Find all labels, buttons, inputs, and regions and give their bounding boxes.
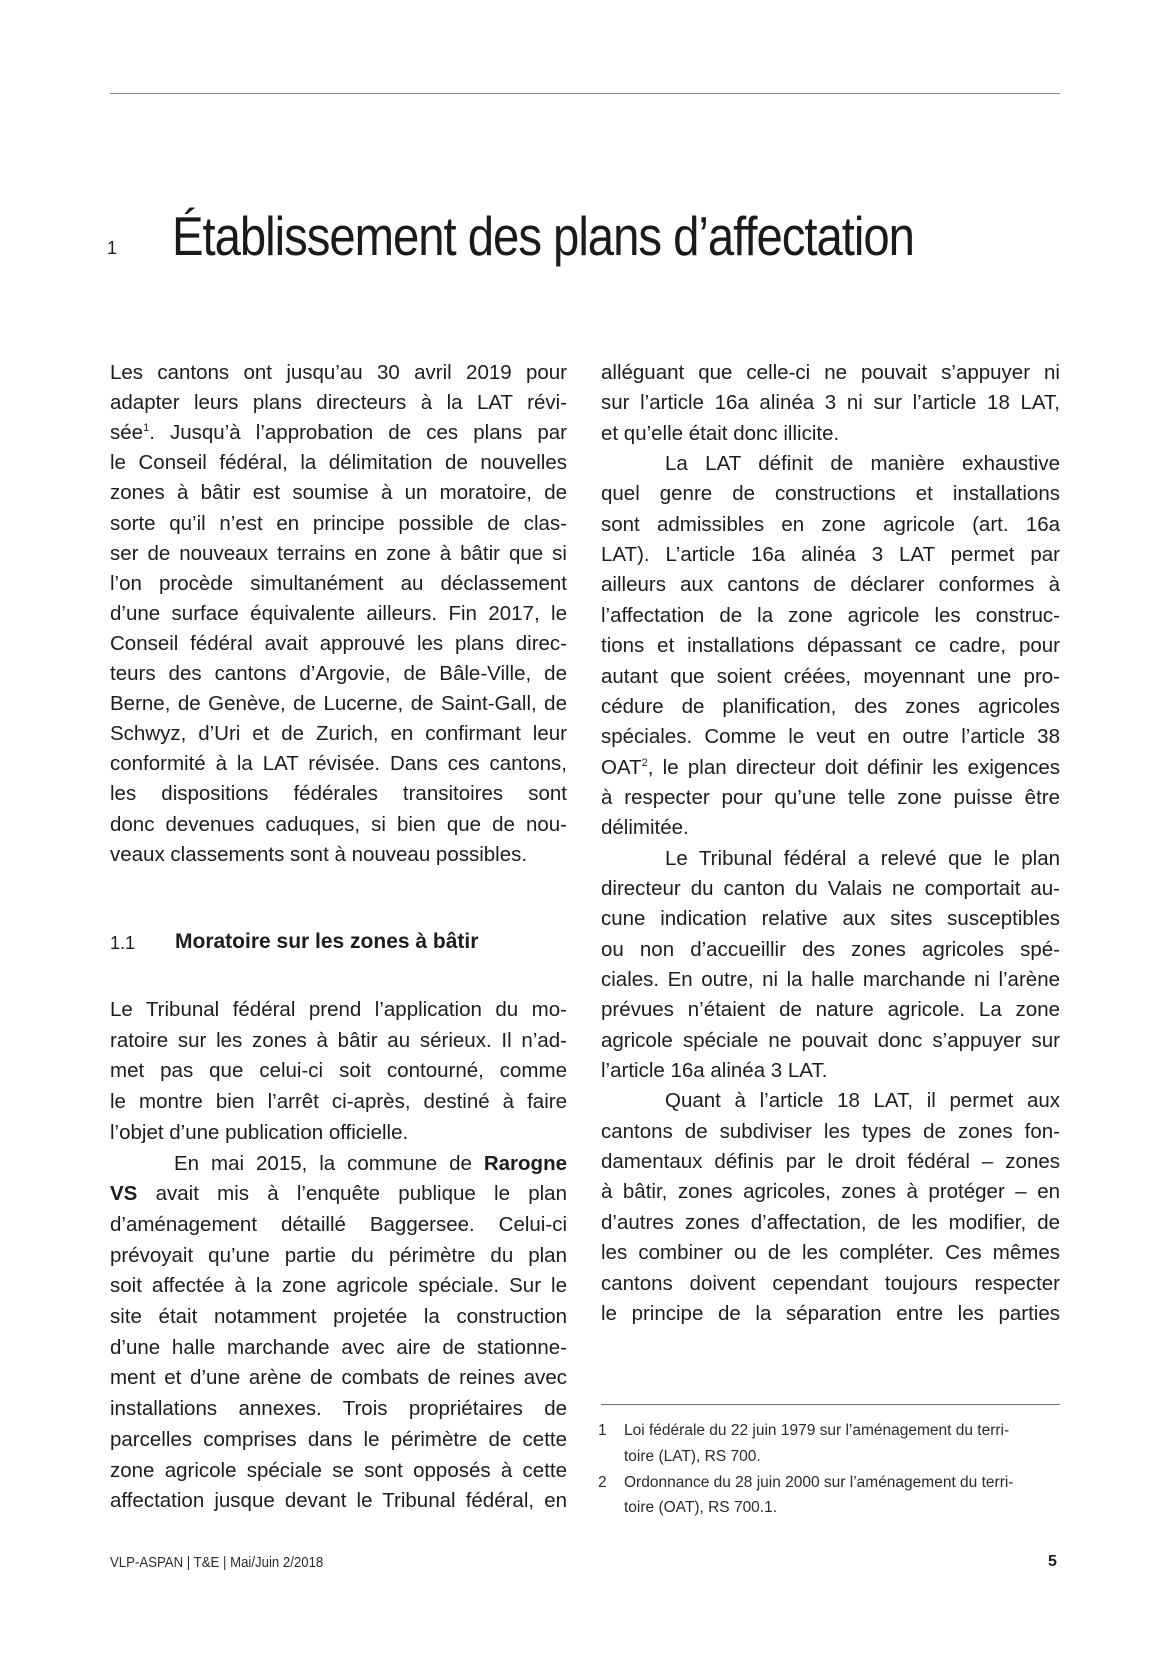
text-line: le principe de la séparation entre les parties <box>601 1301 1060 1325</box>
text-line: le montre bien l’arrêt ci-après, destiné à faire <box>110 1090 567 1114</box>
text-line: sorte qu’il n’est en principe possible de clas- <box>110 511 567 535</box>
text-line: veaux classements sont à nouveau possibles. <box>110 842 528 866</box>
text-line: les combiner ou de les compléter. Ces mêmes <box>601 1241 1060 1265</box>
text-line: directeur du canton du Valais ne comportait au- <box>601 876 1060 900</box>
footnote-text: toire (LAT), RS 700. <box>624 1447 761 1465</box>
text-line: zone agricole spéciale se sont opposés à cette <box>110 1458 567 1482</box>
text-line: d’autres zones d’affectation, de les modifier, de <box>601 1210 1060 1234</box>
text-line: l’affectation de la zone agricole les construc- <box>601 603 1060 627</box>
text-line: d’aménagement détaillé Baggersee. Celui-ci <box>110 1212 567 1236</box>
text-line: cantons de subdiviser les types de zones fon- <box>601 1119 1060 1143</box>
text-line: cantons doivent cependant toujours respecter <box>601 1271 1060 1295</box>
text-line: les dispositions fédérales transitoires sont <box>110 782 567 806</box>
footnote-continuation <box>598 1495 1038 1521</box>
text-line: ciales. En outre, ni la halle marchande ni l’arène <box>601 968 1060 991</box>
text-line: damentaux définis par le droit fédéral – zones <box>601 1150 1060 1174</box>
text-line: d’une halle marchande avec aire de stationne- <box>110 1335 567 1359</box>
text-line: le Conseil fédéral, la délimitation de nouvelles <box>110 451 567 475</box>
text-line: autant que soient créées, moyennant une pro- <box>601 664 1060 688</box>
text-line: ailleurs aux cantons de déclarer conformes à <box>601 573 1060 597</box>
text-line: prévues n’étaient de nature agricole. La zone <box>601 998 1060 1022</box>
footnote-ref-1: 1 <box>143 422 150 435</box>
chapter-title: Établissement des plans d’affectation <box>172 205 914 267</box>
text-line: et qu’elle était donc illicite. <box>601 421 840 445</box>
footnote-text: Loi fédérale du 22 juin 1979 sur l’aménagement du terri- <box>624 1422 1010 1439</box>
canton-abbrev-bold: VS <box>110 1182 138 1206</box>
footnote-text: Ordonnance du 28 juin 2000 sur l’aménagement du terri- <box>624 1473 1014 1491</box>
chapter-number: 1 <box>107 238 118 258</box>
footnote-rule <box>601 1404 1060 1405</box>
text-line: conformité à la LAT révisée. Dans ces cantons, <box>110 752 567 776</box>
footnote-2 <box>598 1470 1038 1496</box>
text-line: Conseil fédéral avait approuvé les plans direc- <box>110 631 567 655</box>
top-rule <box>110 93 1060 94</box>
text-line <box>601 753 1060 783</box>
text-line: à respecter pour qu’une telle zone puisse être <box>601 785 1060 809</box>
text-line <box>110 418 567 448</box>
place-name-bold: Rarogne <box>483 1151 567 1175</box>
footnote-number: 2 <box>598 1473 607 1491</box>
text-run: En mai 2015, la commune de <box>174 1151 484 1175</box>
text-line: site était notamment projetée la construction <box>110 1305 567 1328</box>
text-run: OAT <box>601 755 642 779</box>
footer-publication: VLP-ASPAN | T&E | Mai/Juin 2/2018 <box>110 1554 324 1571</box>
footnote-text: toire (OAT), RS 700.1. <box>624 1499 778 1517</box>
text-line: à bâtir, zones agricoles, zones à protéger – en <box>601 1180 1060 1204</box>
text-line: installations annexes. Trois propriétaires de <box>110 1397 567 1421</box>
text-line: agricole spéciale ne pouvait donc s’appuyer sur <box>601 1028 1060 1052</box>
text-line: met pas que celui-ci soit contourné, comme <box>110 1059 567 1083</box>
text-line: d’une surface équivalente ailleurs. Fin 2017, le <box>110 601 567 625</box>
text-line: donc devenues caduques, si bien que de nou- <box>110 812 567 836</box>
text-line: LAT). L’article 16a alinéa 3 LAT permet par <box>601 543 1060 567</box>
section-number: 1.1 <box>110 933 136 953</box>
text-line: Le Tribunal fédéral prend l’application du mo- <box>110 998 567 1021</box>
footnote-1 <box>598 1418 1038 1444</box>
text-run: . Jusqu’à l’approbation de ces plans par <box>149 421 567 445</box>
text-line <box>110 1149 567 1179</box>
section-title: Moratoire sur les zones à bâtir <box>175 930 479 953</box>
text-line: cune indication relative aux sites susceptibles <box>601 907 1060 931</box>
text-line: ou non d’accueillir des zones agricoles spé- <box>601 937 1060 961</box>
text-line: adapter leurs plans directeurs à la LAT révi- <box>110 391 567 415</box>
text-line: teurs des cantons d’Argovie, de Bâle-Ville, de <box>110 662 567 685</box>
text-run: avait mis à l’enquête publique le plan <box>137 1182 567 1206</box>
text-line: soit affectée à la zone agricole spéciale. Sur le <box>110 1274 567 1298</box>
text-line <box>110 1179 567 1209</box>
text-line: sur l’article 16a alinéa 3 ni sur l’article 18 LAT, <box>601 391 1060 415</box>
text-line: Les cantons ont jusqu’au 30 avril 2019 pour <box>110 361 567 384</box>
text-line: alléguant que celle-ci ne pouvait s’appuyer ni <box>601 361 1060 384</box>
text-line: ser de nouveaux terrains en zone à bâtir que si <box>110 541 567 565</box>
text-line: prévoyait qu’une partie du périmètre du plan <box>110 1243 567 1267</box>
text-line: l’article 16a alinéa 3 LAT. <box>601 1059 828 1083</box>
text-line: Quant à l’article 18 LAT, il permet aux <box>665 1089 1060 1113</box>
text-line: cédure de planification, des zones agricoles <box>601 694 1060 718</box>
text-line: sont admissibles en zone agricole (art. 16a <box>601 512 1060 536</box>
text-line: tions et installations dépassant ce cadre, pour <box>601 634 1060 658</box>
text-line: ment et d’une arène de combats de reines avec <box>110 1366 567 1390</box>
text-line: l’on procède simultanément au déclassement <box>110 571 567 595</box>
text-line: parcelles comprises dans le périmètre de cette <box>110 1427 567 1451</box>
text-line: quel genre de constructions et installations <box>601 482 1060 506</box>
text-line: zones à bâtir est soumise à un moratoire, de <box>110 481 567 505</box>
text-line: délimitée. <box>601 816 689 840</box>
text-line: La LAT définit de manière exhaustive <box>665 452 1060 476</box>
text-line: affectation jusque devant le Tribunal fédéral, en <box>110 1489 567 1513</box>
footnote-continuation <box>598 1444 1038 1470</box>
footnote-number: 1 <box>598 1422 607 1439</box>
text-line: ratoire sur les zones à bâtir au sérieux. Il n’ad- <box>110 1028 567 1052</box>
text-line: spéciales. Comme le veut en outre l’article 38 <box>601 725 1060 749</box>
page-number: 5 <box>1048 1553 1057 1570</box>
footnote-ref-2: 2 <box>641 756 648 769</box>
text-line: Schwyz, d’Uri et de Zurich, en confirmant leur <box>110 722 567 746</box>
text-line: Berne, de Genève, de Lucerne, de Saint-Gall, de <box>110 692 567 716</box>
text-run: , le plan directeur doit définir les exigences <box>647 755 1060 779</box>
text-line: l’objet d’une publication officielle. <box>110 1120 409 1144</box>
text-line: Le Tribunal fédéral a relevé que le plan <box>665 846 1060 870</box>
text-run: sée <box>110 421 144 445</box>
